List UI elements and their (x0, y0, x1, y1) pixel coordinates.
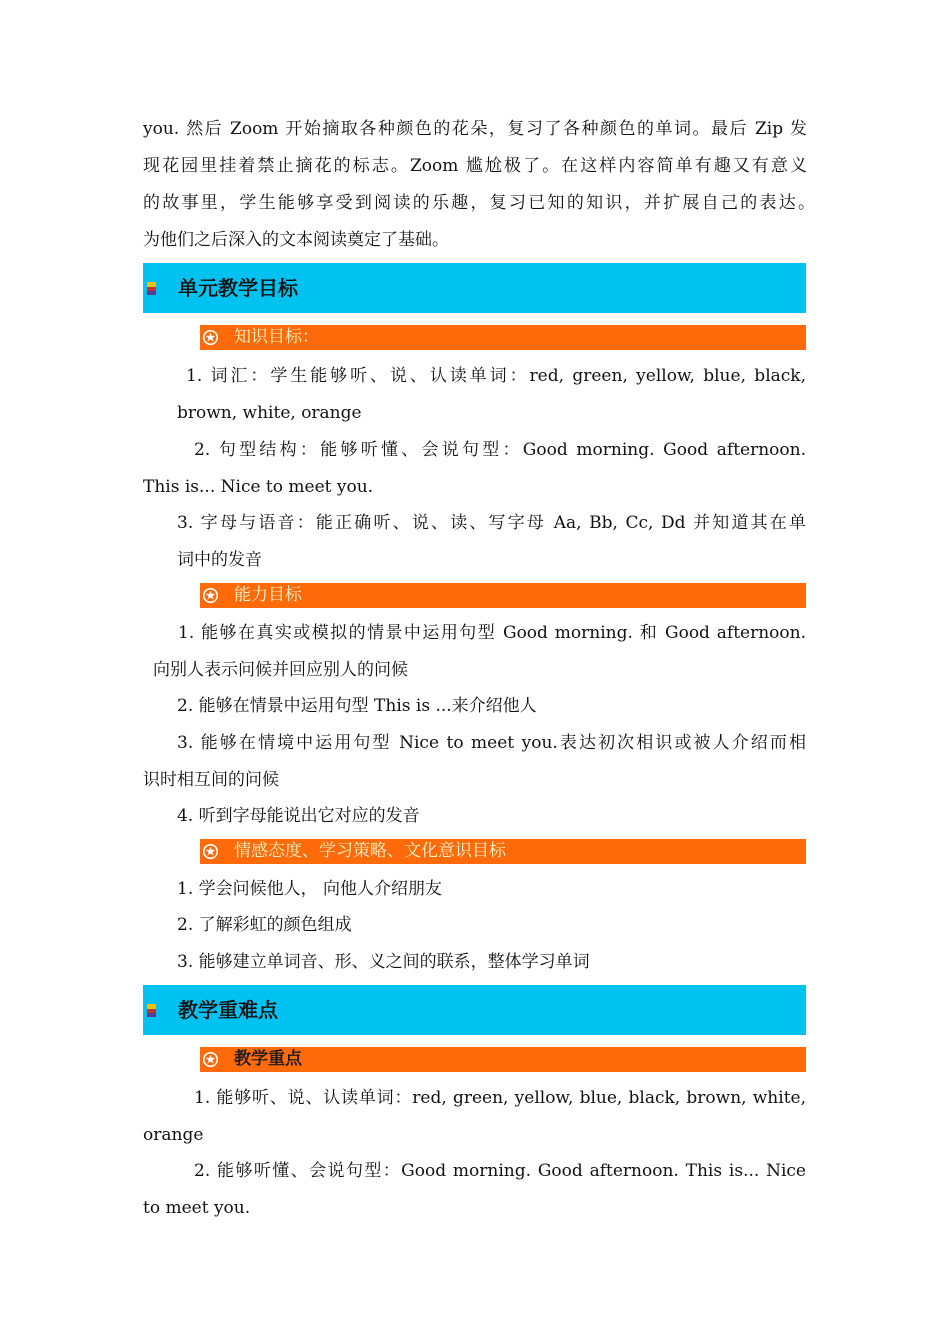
affect-line-1: 1. 学会问候他人， 向他人介绍朋友 (177, 879, 443, 899)
intro-line-2: 现花园里挂着禁止摘花的标志。Zoom 尴尬极了。在这样内容简单有趣又有意义 (143, 156, 807, 176)
intro-line-4: 为他们之后深入的文本阅读奠定了基础。 (143, 230, 449, 250)
section-title: 单元教学目标 (178, 276, 298, 300)
knowledge-line-1: 1. 词汇：学生能够听、说、认读单词：red, green, yellow, blue, black, (186, 366, 806, 386)
knowledge-line-4: This is... Nice to meet you. (143, 477, 374, 497)
subheading-ability (200, 583, 806, 608)
ability-line-5: 识时相互间的问候 (143, 770, 279, 790)
focus-line-2: orange (143, 1125, 204, 1145)
bookmark-icon (147, 282, 156, 295)
knowledge-line-5: 3. 字母与语音：能正确听、说、读、写字母 Aa, Bb, Cc, Dd 并知道其在单 (177, 513, 806, 533)
subheading-label: 教学重点 (234, 1049, 302, 1069)
star-circle-icon (202, 329, 219, 346)
intro-line-3: 的故事里，学生能够享受到阅读的乐趣，复习已知的知识，并扩展自己的表达。 (143, 193, 815, 213)
subheading-label: 能力目标 (234, 585, 302, 605)
ability-line-3: 2. 能够在情景中运用句型 This is ...来介绍他人 (177, 696, 537, 716)
section-heading-key-points (143, 985, 806, 1035)
knowledge-line-3: 2. 句型结构：能够听懂、会说句型：Good morning. Good afternoon. (194, 440, 806, 460)
focus-line-3: 2. 能够听懂、会说句型：Good morning. Good afternoon. This is... Nice (194, 1161, 806, 1181)
subheading-label: 知识目标： (234, 327, 319, 347)
subheading-label: 情感态度、学习策略、文化意识目标 (234, 841, 506, 861)
intro-line-1: you. 然后 Zoom 开始摘取各种颜色的花朵，复习了各种颜色的单词。最后 Zip 发 (143, 119, 807, 139)
subheading-focus (200, 1047, 806, 1072)
subheading-affect (200, 839, 806, 864)
affect-line-3: 3. 能够建立单词音、形、义之间的联系，整体学习单词 (177, 952, 590, 972)
ability-line-6: 4. 听到字母能说出它对应的发音 (177, 806, 420, 826)
section-title: 教学重难点 (178, 998, 278, 1022)
focus-line-1: 1. 能够听、说、认读单词：red, green, yellow, blue, black, brown, white, (194, 1088, 806, 1108)
star-circle-icon (202, 843, 219, 860)
ability-line-2: 向别人表示问候并回应别人的问候 (153, 660, 408, 680)
subheading-knowledge (200, 325, 806, 350)
knowledge-line-6: 词中的发音 (177, 550, 262, 570)
affect-line-2: 2. 了解彩虹的颜色组成 (177, 915, 352, 935)
ability-line-1: 1. 能够在真实或模拟的情景中运用句型 Good morning. 和 Good afternoon. (178, 623, 806, 643)
section-heading-unit-goals (143, 263, 806, 313)
focus-line-4: to meet you. (143, 1198, 251, 1218)
knowledge-line-2: brown, white, orange (177, 403, 362, 423)
star-circle-icon (202, 587, 219, 604)
star-circle-icon (202, 1051, 219, 1068)
ability-line-4: 3. 能够在情境中运用句型 Nice to meet you.表达初次相识或被人介绍而相 (177, 733, 806, 753)
bookmark-icon (147, 1004, 156, 1017)
